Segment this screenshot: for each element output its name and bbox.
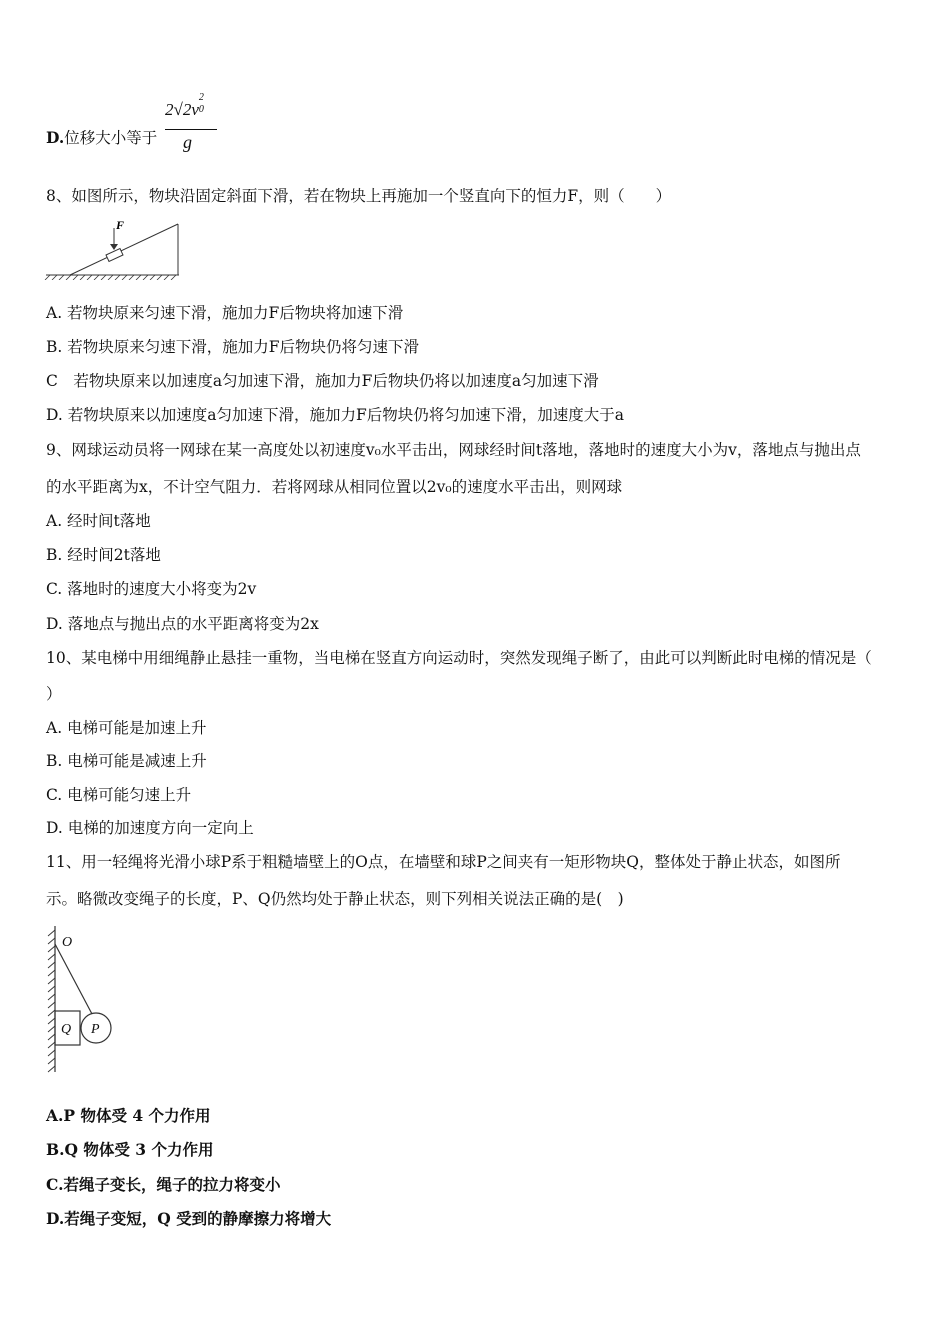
- q8-option-c: C 若物块原来以加速度a匀加速下滑，施加力F后物块仍将以加速度a匀加速下滑: [46, 372, 599, 390]
- q9-stem-line2: 的水平距离为x，不计空气阻力．若将网球从相同位置以2v₀的速度水平击出，则网球: [46, 478, 623, 496]
- q10-option-d: D. 电梯的加速度方向一定向上: [46, 819, 254, 837]
- q8-stem: 8、如图所示，物块沿固定斜面下滑，若在物块上再施加一个竖直向下的恒力F，则（ ）: [46, 187, 672, 205]
- point-o-label: O: [62, 935, 73, 950]
- q9-option-b: B. 经时间2t落地: [46, 546, 161, 564]
- q10-option-a: A. 电梯可能是加速上升: [46, 719, 207, 737]
- q11-stem-line2: 示。略微改变绳子的长度，P、Q仍然均处于静止状态，则下列相关说法正确的是( ): [46, 890, 624, 908]
- q9-option-d: D. 落地点与抛出点的水平距离将变为2x: [46, 615, 319, 633]
- q11-option-c: C.若绳子变长，绳子的拉力将变小: [46, 1175, 281, 1194]
- q8-option-a: A. 若物块原来匀速下滑，施加力F后物块将加速下滑: [46, 304, 404, 322]
- fraction-denominator: g: [183, 132, 192, 152]
- q11-option-a: A.P 物体受 4 个力作用: [46, 1106, 211, 1125]
- wall-ball-figure: [44, 922, 124, 1074]
- force-label: F: [116, 218, 125, 232]
- block-q-label: Q: [61, 1022, 72, 1037]
- q10-stem-line1: 10、某电梯中用细绳静止悬挂一重物，当电梯在竖直方向运动时，突然发现绳子断了，由此可以判断此时电梯的情况是（: [46, 649, 872, 667]
- incline-figure: [44, 218, 184, 280]
- q11-option-b: B.Q 物体受 3 个力作用: [46, 1140, 214, 1159]
- q11-option-d: D.若绳子变短，Q 受到的静摩擦力将增大: [46, 1209, 332, 1228]
- q8-option-b: B. 若物块原来匀速下滑，施加力F后物块仍将匀速下滑: [46, 338, 420, 356]
- q10-stem-line2: ）: [46, 685, 62, 703]
- q9-stem-line1: 9、网球运动员将一网球在某一高度处以初速度v₀水平击出，网球经时间t落地，落地时的速度大小为v，落地点与抛出点: [46, 441, 861, 459]
- fraction-bar: [165, 129, 217, 130]
- q9-option-c: C. 落地时的速度大小将变为2v: [46, 580, 257, 598]
- q10-option-b: B. 电梯可能是减速上升: [46, 752, 207, 770]
- q10-option-c: C. 电梯可能匀速上升: [46, 786, 192, 804]
- ball-p-label: P: [91, 1022, 100, 1037]
- fraction-numerator: 2√2v 2 0: [165, 92, 204, 119]
- q11-stem-line1: 11、用一轻绳将光滑小球P系于粗糙墙壁上的O点，在墙壁和球P之间夹有一矩形物块Q，整体处于静止状态，如图所: [46, 853, 841, 871]
- q7-option-d-label: D.位移大小等于: [46, 128, 158, 147]
- q9-option-a: A. 经时间t落地: [46, 512, 151, 530]
- q8-option-d: D. 若物块原来以加速度a匀加速下滑，施加力F后物块仍将匀加速下滑，加速度大于a: [46, 406, 624, 424]
